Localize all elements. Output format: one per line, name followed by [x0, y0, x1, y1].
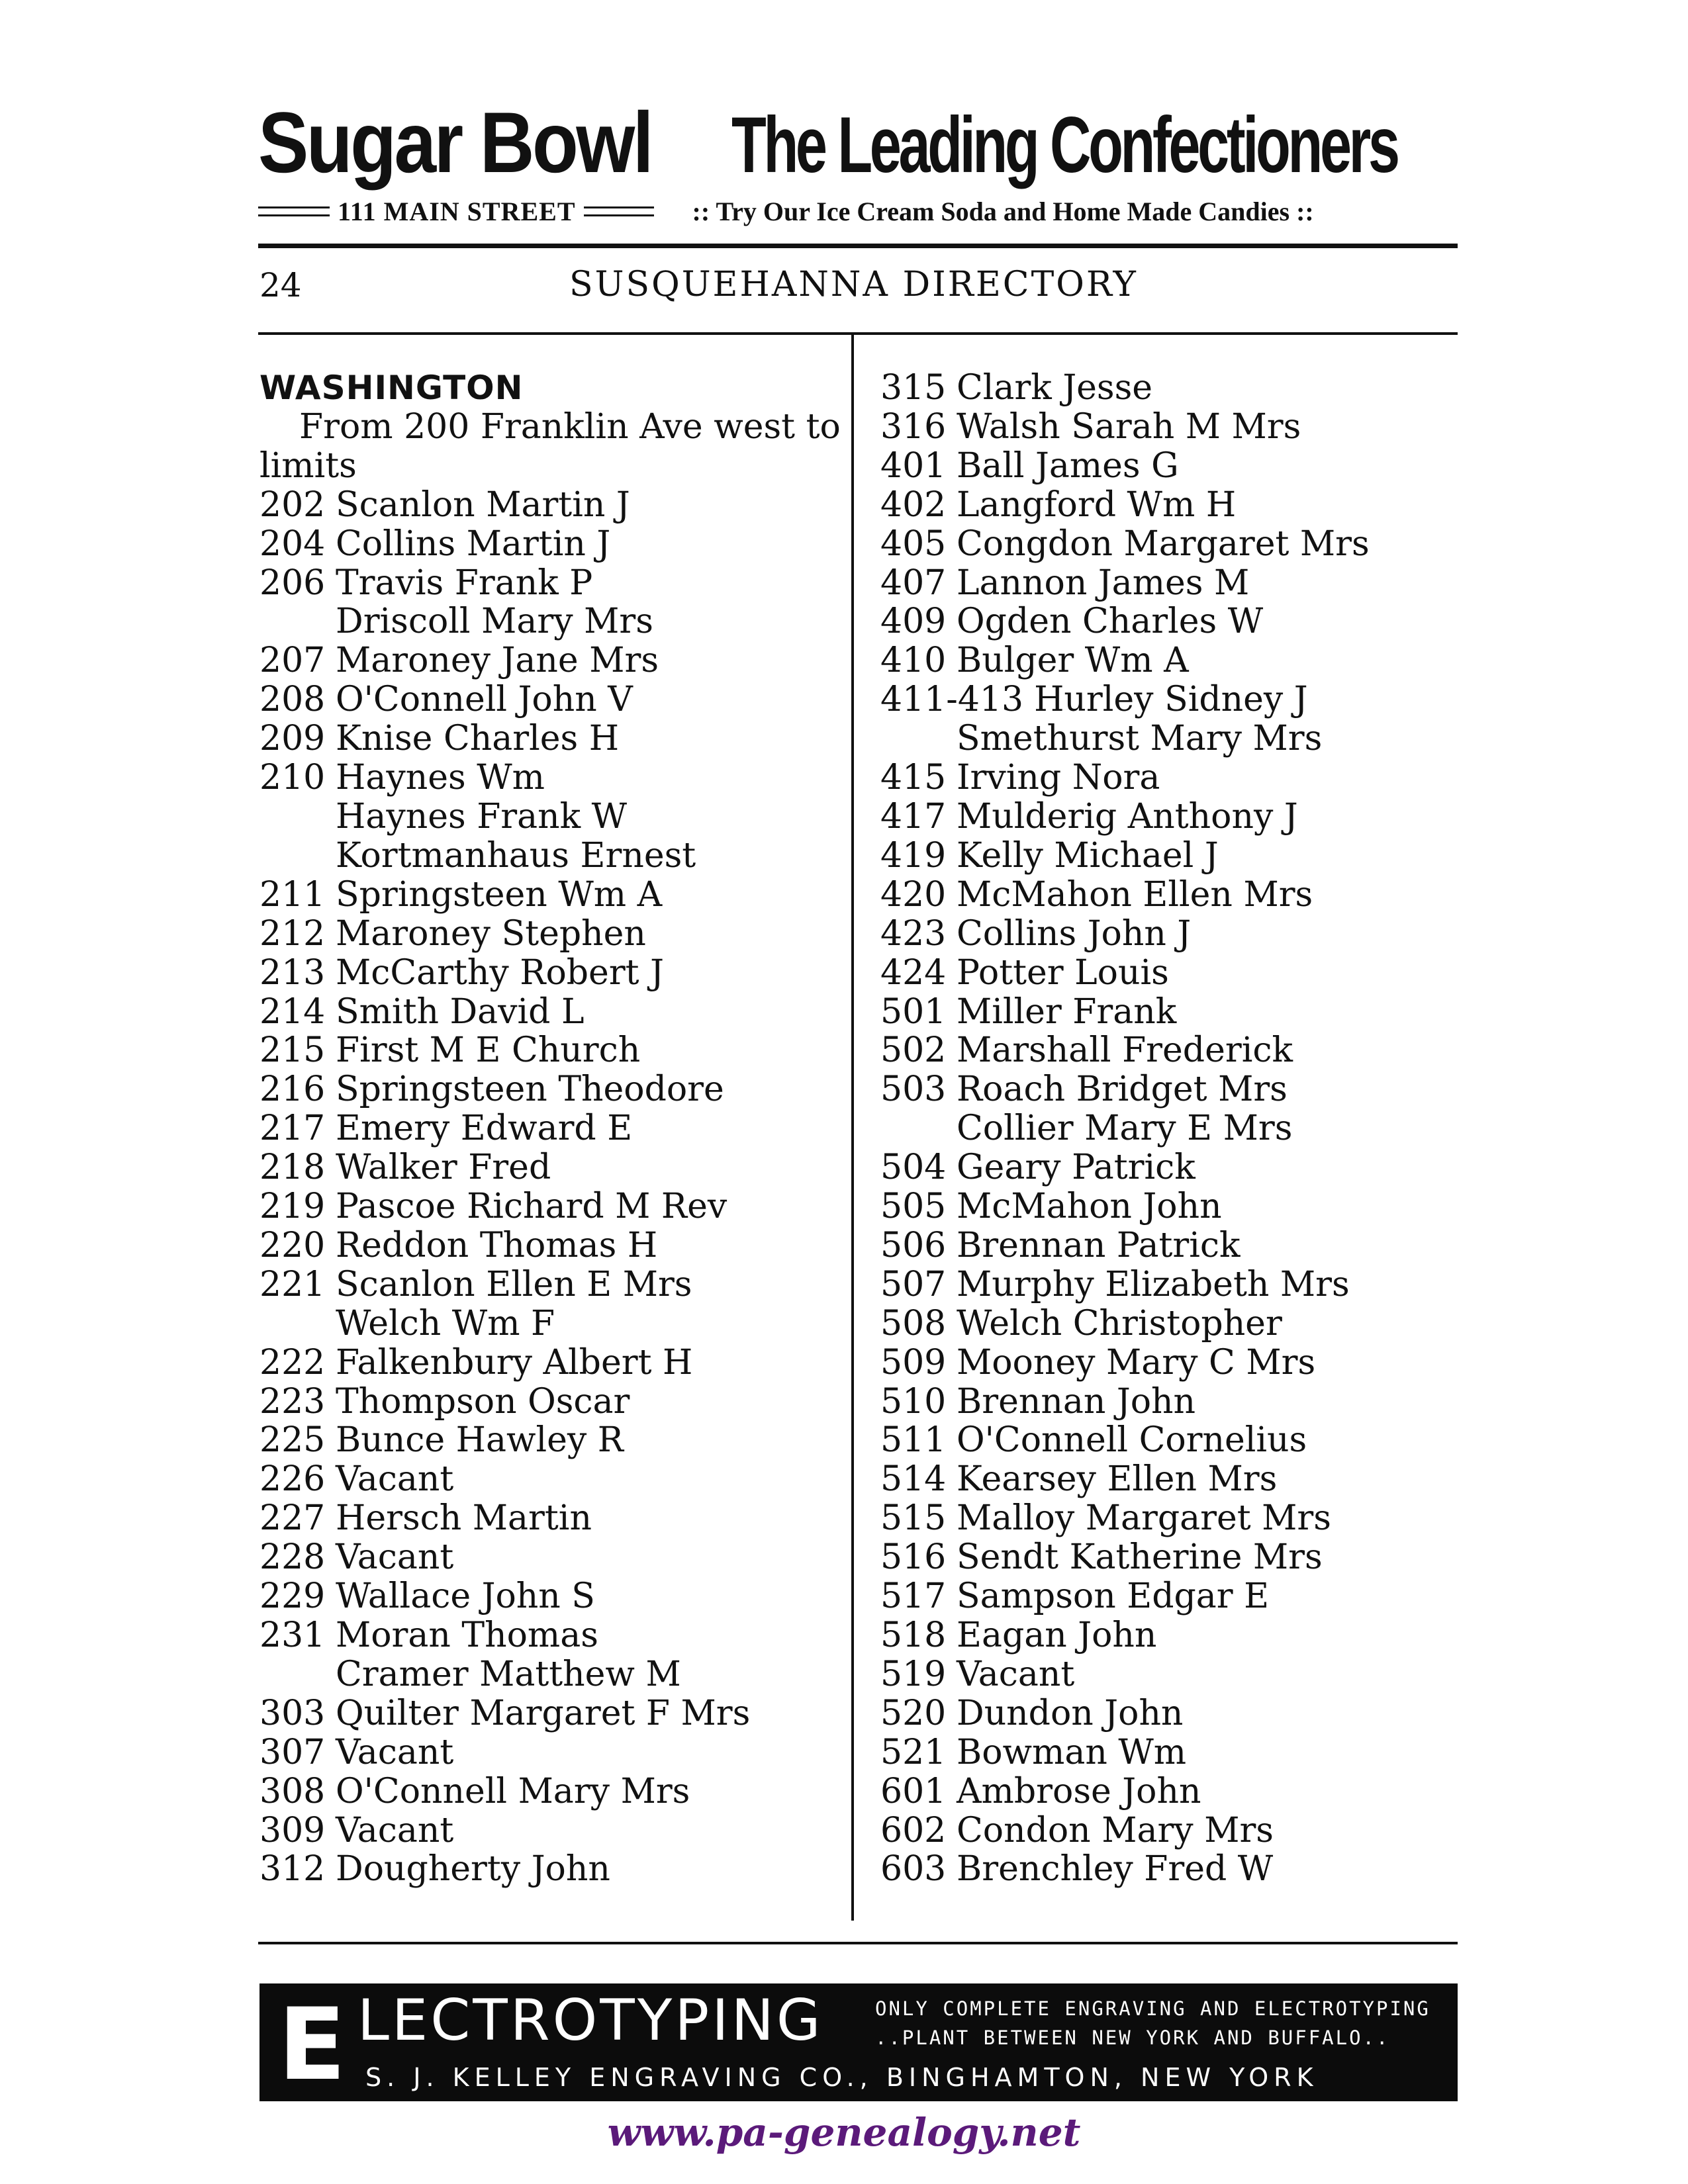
house-number: 211 — [259, 874, 326, 915]
resident-name: Quilter Margaret F Mrs — [336, 1693, 751, 1733]
resident-name: Roach Bridget Mrs — [957, 1069, 1288, 1110]
house-number: 206 — [259, 563, 326, 603]
resident-name: Langford Wm H — [957, 484, 1237, 525]
house-number: 411-413 — [880, 680, 1024, 720]
directory-entry — [880, 564, 1463, 603]
resident-name: Travis Frank P — [336, 563, 593, 603]
resident-name: Hurley Sidney J — [1034, 680, 1308, 720]
ad-big-letter: E — [278, 1987, 346, 2103]
resident-name: McCarthy Robert J — [336, 952, 664, 993]
house-number: 521 — [880, 1732, 947, 1772]
directory-entry — [259, 1265, 842, 1304]
resident-name: Brennan Patrick — [957, 1225, 1241, 1265]
resident-name: Brenchley Fred W — [957, 1849, 1274, 1889]
house-number: 511 — [880, 1420, 947, 1461]
directory-entry — [259, 1538, 842, 1577]
directory-entry — [880, 525, 1463, 564]
ad-brand: Sugar Bowl — [258, 94, 652, 191]
directory-entry — [880, 1655, 1463, 1694]
resident-name: Bunce Hawley R — [336, 1420, 624, 1461]
directory-entry — [880, 1265, 1463, 1304]
resident-name: Ball James G — [957, 445, 1179, 486]
resident-name: Mulderig Anthony J — [957, 796, 1298, 837]
resident-name: Knise Charles H — [336, 719, 620, 759]
resident-name: O'Connell Mary Mrs — [336, 1771, 690, 1811]
directory-entry — [259, 1850, 842, 1889]
directory-entry — [259, 1499, 842, 1538]
house-number: 601 — [880, 1771, 947, 1811]
house-number: 208 — [259, 680, 326, 720]
directory-entry — [259, 641, 842, 680]
house-number: 510 — [880, 1381, 947, 1422]
directory-entry — [259, 525, 842, 564]
house-number: 315 — [880, 368, 947, 408]
house-number: 213 — [259, 952, 326, 993]
house-number: 303 — [259, 1693, 326, 1733]
resident-name: Bulger Wm A — [957, 641, 1189, 681]
resident-name: Vacant — [336, 1537, 454, 1578]
house-number: 506 — [880, 1225, 947, 1265]
resident-name: Maroney Stephen — [336, 913, 646, 954]
directory-entry — [259, 1694, 842, 1733]
resident-name: Sendt Katherine Mrs — [957, 1537, 1323, 1578]
directory-entry — [259, 954, 842, 993]
website-link[interactable]: www.pa-genealogy.net — [607, 2110, 1081, 2155]
directory-entry — [259, 1031, 842, 1070]
house-number: 223 — [259, 1381, 326, 1422]
house-number: 424 — [880, 952, 947, 993]
directory-entry — [259, 1109, 842, 1148]
house-number: 220 — [259, 1225, 326, 1265]
resident-name: McMahon Ellen Mrs — [957, 874, 1313, 915]
resident-name: Kearsey Ellen Mrs — [957, 1459, 1278, 1500]
resident-name: Congdon Margaret Mrs — [957, 523, 1370, 564]
house-number: 210 — [259, 758, 326, 798]
house-number: 204 — [259, 523, 326, 564]
house-number: 515 — [880, 1498, 947, 1539]
house-number: 227 — [259, 1498, 326, 1539]
house-number: 402 — [880, 484, 947, 525]
house-number: 405 — [880, 523, 947, 564]
directory-entry — [259, 1187, 842, 1226]
house-number: 419 — [880, 835, 947, 876]
resident-name: Mooney Mary C Mrs — [957, 1342, 1316, 1383]
directory-entry — [259, 993, 842, 1032]
resident-name: Ogden Charles W — [957, 602, 1264, 642]
directory-entry — [880, 1460, 1463, 1499]
resident-name: Driscoll Mary Mrs — [336, 602, 653, 642]
resident-name: Welch Christopher — [957, 1303, 1282, 1343]
directory-entry — [880, 1226, 1463, 1265]
directory-entry — [259, 1655, 842, 1694]
street-heading: WASHINGTON — [259, 369, 524, 407]
directory-entry — [880, 1343, 1463, 1383]
house-number: 307 — [259, 1732, 326, 1772]
resident-name: Potter Louis — [957, 952, 1169, 993]
directory-entry — [880, 1109, 1463, 1148]
ad-tagline: The Leading Confectioners — [731, 101, 1397, 189]
directory-entry — [880, 1772, 1463, 1811]
house-number: 207 — [259, 641, 326, 681]
house-number: 316 — [880, 406, 947, 447]
directory-entry — [259, 1304, 842, 1343]
directory-entry — [880, 680, 1463, 719]
directory-entry — [259, 486, 842, 525]
resident-name: Smethurst Mary Mrs — [957, 719, 1323, 759]
resident-name: Collins Martin J — [336, 523, 611, 564]
resident-name: Maroney Jane Mrs — [336, 641, 659, 681]
directory-entry — [259, 1421, 842, 1460]
resident-name: Dundon John — [957, 1693, 1184, 1733]
directory-entry — [880, 1031, 1463, 1070]
resident-name: Emery Edward E — [336, 1109, 633, 1149]
directory-entry — [880, 993, 1463, 1032]
directory-entry — [259, 602, 842, 641]
house-number: 503 — [880, 1069, 947, 1110]
directory-entry — [259, 797, 842, 837]
header-bottom-rule — [258, 332, 1458, 335]
directory-entry — [880, 758, 1463, 797]
resident-name: Murphy Elizabeth Mrs — [957, 1264, 1350, 1304]
ad-company: S. J. KELLEY ENGRAVING CO., BINGHAMTON, NEW YORK — [365, 2063, 1319, 2092]
sugar-bowl-advertisement — [258, 93, 1463, 227]
house-number: 415 — [880, 758, 947, 798]
house-number: 215 — [259, 1030, 326, 1071]
directory-entry — [259, 1577, 842, 1616]
house-number: 603 — [880, 1849, 947, 1889]
directory-entry — [259, 915, 842, 954]
house-number: 517 — [880, 1576, 947, 1617]
electrotyping-advertisement — [259, 1983, 1458, 2101]
house-number: 516 — [880, 1537, 947, 1578]
directory-entry — [880, 1383, 1463, 1422]
resident-name: Irving Nora — [957, 758, 1160, 798]
resident-name: Ambrose John — [957, 1771, 1201, 1811]
resident-name: Geary Patrick — [957, 1148, 1196, 1188]
resident-name: Scanlon Martin J — [336, 484, 630, 525]
resident-name: Scanlon Ellen E Mrs — [336, 1264, 692, 1304]
house-number: 519 — [880, 1654, 947, 1694]
directory-entry — [880, 1187, 1463, 1226]
directory-entry — [880, 1733, 1463, 1772]
directory-entry — [259, 564, 842, 603]
left-column — [259, 369, 842, 1889]
resident-name: Vacant — [336, 1732, 454, 1772]
directory-entry — [880, 1421, 1463, 1460]
directory-entry — [880, 369, 1463, 408]
directory-entry — [880, 1148, 1463, 1187]
resident-name: Kelly Michael J — [957, 835, 1219, 876]
resident-name: Cramer Matthew M — [336, 1654, 681, 1694]
house-number: 222 — [259, 1342, 326, 1383]
resident-name: Walker Fred — [336, 1148, 551, 1188]
directory-entry — [259, 1733, 842, 1772]
directory-entry — [880, 1538, 1463, 1577]
directory-entry — [259, 1811, 842, 1850]
resident-name: Thompson Oscar — [336, 1381, 630, 1422]
resident-name: Eagan John — [957, 1615, 1157, 1655]
resident-name: Haynes Wm — [336, 758, 545, 798]
resident-name: Hersch Martin — [336, 1498, 592, 1539]
running-head: SUSQUEHANNA DIRECTORY — [569, 265, 1138, 304]
ad-line-2: ..PLANT BETWEEN NEW YORK AND BUFFALO.. — [875, 2026, 1390, 2049]
resident-name: O'Connell Cornelius — [957, 1420, 1307, 1461]
resident-name: Condon Mary Mrs — [957, 1810, 1274, 1850]
house-number: 229 — [259, 1576, 326, 1617]
directory-entry — [259, 837, 842, 876]
resident-name: Miller Frank — [957, 991, 1177, 1032]
resident-name: Falkenbury Albert H — [336, 1342, 693, 1383]
resident-name: Welch Wm F — [336, 1303, 555, 1343]
directory-entry — [880, 602, 1463, 641]
directory-entry — [259, 876, 842, 915]
resident-name: Collins John J — [957, 913, 1192, 954]
directory-entry — [259, 1772, 842, 1811]
right-entry-list — [880, 369, 1463, 1889]
house-number: 509 — [880, 1342, 947, 1383]
directory-entry — [880, 1616, 1463, 1655]
resident-name: Walsh Sarah M Mrs — [957, 406, 1301, 447]
directory-entry — [880, 719, 1463, 758]
directory-entry — [880, 1850, 1463, 1889]
ad-subline — [258, 196, 1463, 227]
directory-entry — [259, 719, 842, 758]
directory-entry — [880, 408, 1463, 447]
resident-name: McMahon John — [957, 1187, 1222, 1227]
house-number: 219 — [259, 1187, 326, 1227]
house-number: 417 — [880, 796, 947, 837]
directory-entry — [880, 876, 1463, 915]
right-column — [880, 369, 1463, 1889]
directory-entry — [880, 954, 1463, 993]
house-number: 420 — [880, 874, 947, 915]
house-number: 501 — [880, 991, 947, 1032]
directory-entry — [259, 680, 842, 719]
house-number: 228 — [259, 1537, 326, 1578]
resident-name: Wallace John S — [336, 1576, 595, 1617]
resident-name: Reddon Thomas H — [336, 1225, 658, 1265]
directory-entry — [880, 1577, 1463, 1616]
house-number: 209 — [259, 719, 326, 759]
directory-entry — [880, 797, 1463, 837]
directory-entry — [259, 1070, 842, 1109]
house-number: 410 — [880, 641, 947, 681]
house-number: 214 — [259, 991, 326, 1032]
ad-headline: LECTROTYPING — [357, 1987, 823, 2054]
house-number: 508 — [880, 1303, 947, 1343]
double-rule — [584, 206, 654, 216]
resident-name: Lannon James M — [957, 563, 1250, 603]
directory-entry — [259, 1460, 842, 1499]
resident-name: Moran Thomas — [336, 1615, 598, 1655]
house-number: 407 — [880, 563, 947, 603]
house-number: 504 — [880, 1148, 947, 1188]
header-rule — [258, 244, 1458, 248]
house-number: 231 — [259, 1615, 326, 1655]
resident-name: Springsteen Wm A — [336, 874, 663, 915]
resident-name: Smith David L — [336, 991, 585, 1032]
directory-entry — [259, 1616, 842, 1655]
street-description: From 200 Franklin Ave west to limits — [259, 406, 841, 486]
directory-entry — [880, 1304, 1463, 1343]
resident-name: Bowman Wm — [957, 1732, 1187, 1772]
resident-name: Dougherty John — [336, 1849, 610, 1889]
house-number: 602 — [880, 1810, 947, 1850]
directory-entry — [880, 447, 1463, 486]
directory-entry — [880, 1070, 1463, 1109]
house-number: 401 — [880, 445, 947, 486]
directory-entry — [259, 758, 842, 797]
directory-entry — [880, 1694, 1463, 1733]
house-number: 312 — [259, 1849, 326, 1889]
resident-name: Sampson Edgar E — [957, 1576, 1270, 1617]
directory-entry — [880, 1811, 1463, 1850]
resident-name: Springsteen Theodore — [336, 1069, 724, 1110]
house-number: 514 — [880, 1459, 947, 1500]
left-entry-list — [259, 486, 842, 1889]
resident-name: Marshall Frederick — [957, 1030, 1293, 1071]
house-number: 216 — [259, 1069, 326, 1110]
directory-entry — [259, 1226, 842, 1265]
house-number: 518 — [880, 1615, 947, 1655]
house-number: 225 — [259, 1420, 326, 1461]
double-rule — [258, 206, 330, 216]
resident-name: First M E Church — [336, 1030, 641, 1071]
resident-name: Collier Mary E Mrs — [957, 1109, 1293, 1149]
ad-description — [875, 1994, 1444, 2052]
resident-name: Brennan John — [957, 1381, 1196, 1422]
house-number: 218 — [259, 1148, 326, 1188]
resident-name: O'Connell John V — [336, 680, 633, 720]
resident-name: Vacant — [336, 1810, 454, 1850]
house-number: 308 — [259, 1771, 326, 1811]
ad-address: 111 MAIN STREET — [338, 197, 576, 226]
directory-entry — [880, 915, 1463, 954]
footer-rule — [258, 1942, 1458, 1944]
directory-entry — [259, 1343, 842, 1383]
house-number: 505 — [880, 1187, 947, 1227]
house-number: 202 — [259, 484, 326, 525]
resident-name: Clark Jesse — [957, 368, 1153, 408]
page-number: 24 — [259, 266, 302, 304]
directory-entry — [880, 641, 1463, 680]
directory-entry — [259, 1383, 842, 1422]
house-number: 423 — [880, 913, 947, 954]
house-number: 309 — [259, 1810, 326, 1850]
resident-name: Vacant — [336, 1459, 454, 1500]
house-number: 520 — [880, 1693, 947, 1733]
ad-line-1: ONLY COMPLETE ENGRAVING AND ELECTROTYPING — [875, 1997, 1430, 2020]
directory-entry — [880, 486, 1463, 525]
directory-entry — [880, 1499, 1463, 1538]
column-divider — [851, 335, 854, 1921]
resident-name: Vacant — [957, 1654, 1075, 1694]
house-number: 409 — [880, 602, 947, 642]
directory-entry — [259, 1148, 842, 1187]
house-number: 217 — [259, 1109, 326, 1149]
resident-name: Malloy Margaret Mrs — [957, 1498, 1331, 1539]
house-number: 502 — [880, 1030, 947, 1071]
directory-entry — [880, 837, 1463, 876]
house-number: 212 — [259, 913, 326, 954]
house-number: 507 — [880, 1264, 947, 1304]
house-number: 221 — [259, 1264, 326, 1304]
house-number: 226 — [259, 1459, 326, 1500]
resident-name: Pascoe Richard M Rev — [336, 1187, 727, 1227]
ad-promo: :: Try Our Ice Cream Soda and Home Made Candies :: — [692, 197, 1314, 226]
resident-name: Haynes Frank W — [336, 796, 628, 837]
ad-title-line — [258, 93, 1463, 192]
resident-name: Kortmanhaus Ernest — [336, 835, 696, 876]
